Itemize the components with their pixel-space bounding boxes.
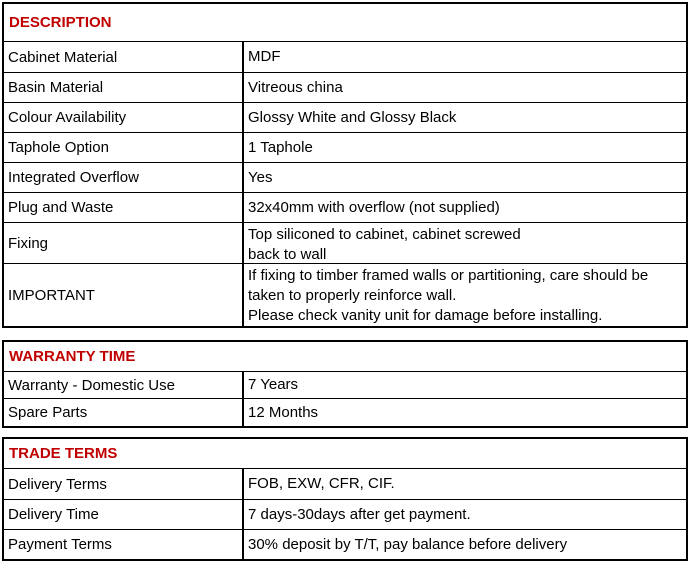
payment-terms-value: 30% deposit by T/T, pay balance before delivery <box>248 535 568 553</box>
description-table <box>2 2 688 328</box>
warranty-domestic-label: Warranty - Domestic Use <box>4 372 244 398</box>
table-row <box>4 133 686 163</box>
fixing-label: Fixing <box>4 223 244 263</box>
spare-parts-label: Spare Parts <box>4 399 244 426</box>
table-row <box>4 500 686 530</box>
taphole-option-label: Taphole Option <box>4 133 244 162</box>
fixing-value: Top siliconed to cabinet, cabinet screwed back to wall <box>248 226 521 263</box>
delivery-terms-label: Delivery Terms <box>4 469 244 499</box>
colour-availability-value: Glossy White and Glossy Black <box>248 108 457 126</box>
table-row <box>4 399 686 426</box>
delivery-terms-value: FOB, EXW, CFR, CIF. <box>248 475 395 492</box>
delivery-time-value: 7 days-30days after get payment. <box>248 505 471 523</box>
table-row <box>4 264 686 326</box>
description-heading: DESCRIPTION <box>4 4 686 42</box>
integrated-overflow-value: Yes <box>248 168 273 186</box>
table-row <box>4 163 686 193</box>
spare-parts-value: 12 Months <box>248 403 319 421</box>
table-row <box>4 469 686 500</box>
warranty-domestic-value: 7 Years <box>248 376 299 393</box>
table-row <box>4 42 686 73</box>
plug-and-waste-label: Plug and Waste <box>4 193 244 222</box>
table-row <box>4 73 686 103</box>
important-value: If fixing to timber framed walls or partitioning, care should be taken to properly reinforce wall. Please check vanity unit for damage before installing. <box>248 267 649 324</box>
table-row <box>4 372 686 399</box>
important-label: IMPORTANT <box>4 264 244 326</box>
basin-material-value: Vitreous china <box>248 78 343 96</box>
integrated-overflow-label: Integrated Overflow <box>4 163 244 192</box>
delivery-time-label: Delivery Time <box>4 500 244 529</box>
warranty-table <box>2 340 688 428</box>
colour-availability-label: Colour Availability <box>4 103 244 132</box>
cabinet-material-value: MDF <box>248 48 281 65</box>
taphole-option-value: 1 Taphole <box>248 138 313 156</box>
plug-and-waste-value: 32x40mm with overflow (not supplied) <box>248 198 500 216</box>
trade-terms-heading: TRADE TERMS <box>4 439 686 469</box>
table-row <box>4 530 686 559</box>
payment-terms-label: Payment Terms <box>4 530 244 559</box>
cabinet-material-label: Cabinet Material <box>4 42 244 72</box>
basin-material-label: Basin Material <box>4 73 244 102</box>
table-row <box>4 223 686 264</box>
table-row <box>4 193 686 223</box>
trade-terms-table <box>2 437 688 561</box>
table-row <box>4 103 686 133</box>
warranty-heading: WARRANTY TIME <box>4 342 686 372</box>
